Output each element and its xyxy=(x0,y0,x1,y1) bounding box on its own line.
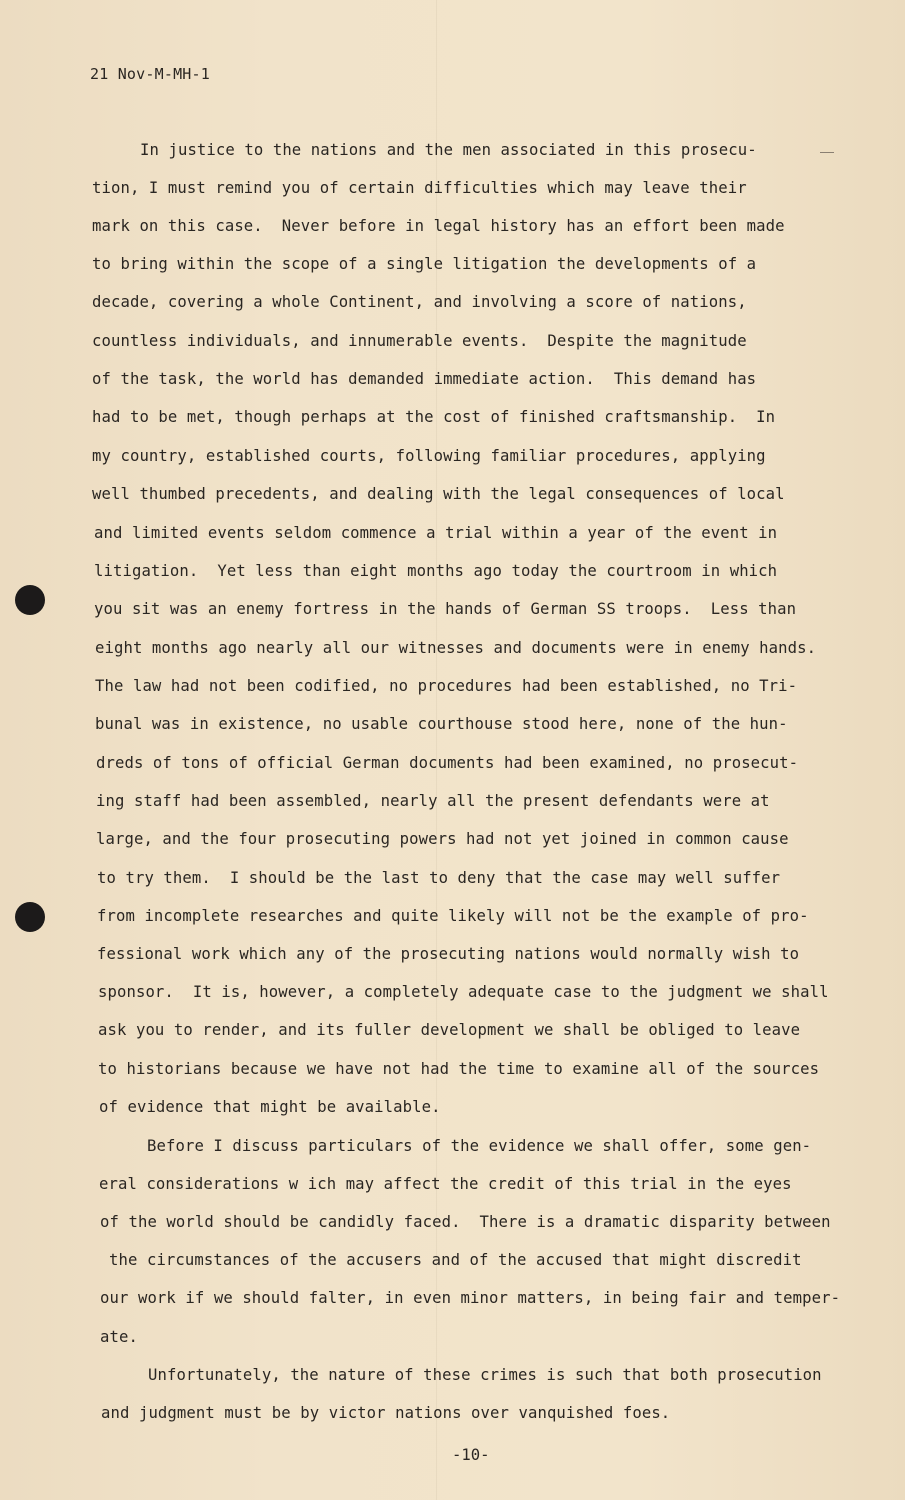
text-line: The law had not been codified, no procedures had been established, no Tri- xyxy=(95,677,798,695)
text-line: to try them. I should be the last to deny that the case may well suffer xyxy=(97,869,781,887)
text-line: you sit was an enemy fortress in the hands of German SS troops. Less than xyxy=(94,600,797,618)
text-line: of evidence that might be available. xyxy=(99,1098,441,1116)
document-header: 21 Nov-M-MH-1 xyxy=(90,65,210,83)
text-line: to bring within the scope of a single litigation the developments of a xyxy=(92,255,757,273)
text-line: of the task, the world has demanded immediate action. This demand has xyxy=(92,370,757,388)
text-line: dreds of tons of official German documents had been examined, no prosecut- xyxy=(96,754,799,772)
text-line: eight months ago nearly all our witnesses and documents were in enemy hands. xyxy=(95,639,817,657)
text-line: countless individuals, and innumerable events. Despite the magnitude xyxy=(92,332,747,350)
punch-hole xyxy=(15,585,45,615)
text-line: and judgment must be by victor nations over vanquished foes. xyxy=(101,1404,671,1422)
text-line: sponsor. It is, however, a completely adequate case to the judgment we shall xyxy=(98,983,829,1001)
text-line: bunal was in existence, no usable courthouse stood here, none of the hun- xyxy=(95,715,788,733)
margin-mark xyxy=(820,152,834,153)
text-line: In justice to the nations and the men associated in this prosecu- xyxy=(140,141,757,159)
text-line: the circumstances of the accusers and of the accused that might discredit xyxy=(109,1251,802,1269)
text-line: and limited events seldom commence a trial within a year of the event in xyxy=(94,524,778,542)
text-line: from incomplete researches and quite likely will not be the example of pro- xyxy=(97,907,809,925)
text-line: fessional work which any of the prosecuting nations would normally wish to xyxy=(97,945,800,963)
text-line: Unfortunately, the nature of these crimes is such that both prosecution xyxy=(148,1366,822,1384)
text-line: ate. xyxy=(100,1328,138,1346)
text-line: litigation. Yet less than eight months ago today the courtroom in which xyxy=(94,562,778,580)
text-line: decade, covering a whole Continent, and involving a score of nations, xyxy=(92,293,747,311)
text-line: mark on this case. Never before in legal history has an effort been made xyxy=(92,217,785,235)
text-line: my country, established courts, following familiar procedures, applying xyxy=(92,447,766,465)
text-line: our work if we should falter, in even minor matters, in being fair and temper- xyxy=(100,1289,841,1307)
text-line: ing staff had been assembled, nearly all the present defendants were at xyxy=(96,792,770,810)
punch-hole xyxy=(15,902,45,932)
text-line: eral considerations w ich may affect the credit of this trial in the eyes xyxy=(99,1175,792,1193)
text-line: Before I discuss particulars of the evidence we shall offer, some gen- xyxy=(147,1137,812,1155)
text-line: ask you to render, and its fuller development we shall be obliged to leave xyxy=(98,1021,801,1039)
text-line: to historians because we have not had the time to examine all of the sources xyxy=(98,1060,820,1078)
text-line: had to be met, though perhaps at the cost of finished craftsmanship. In xyxy=(92,408,776,426)
page-number: -10- xyxy=(452,1446,490,1464)
text-line: well thumbed precedents, and dealing with the legal consequences of local xyxy=(92,485,785,503)
text-line: large, and the four prosecuting powers had not yet joined in common cause xyxy=(96,830,789,848)
text-line: tion, I must remind you of certain difficulties which may leave their xyxy=(92,179,747,197)
text-line: of the world should be candidly faced. There is a dramatic disparity between xyxy=(100,1213,831,1231)
